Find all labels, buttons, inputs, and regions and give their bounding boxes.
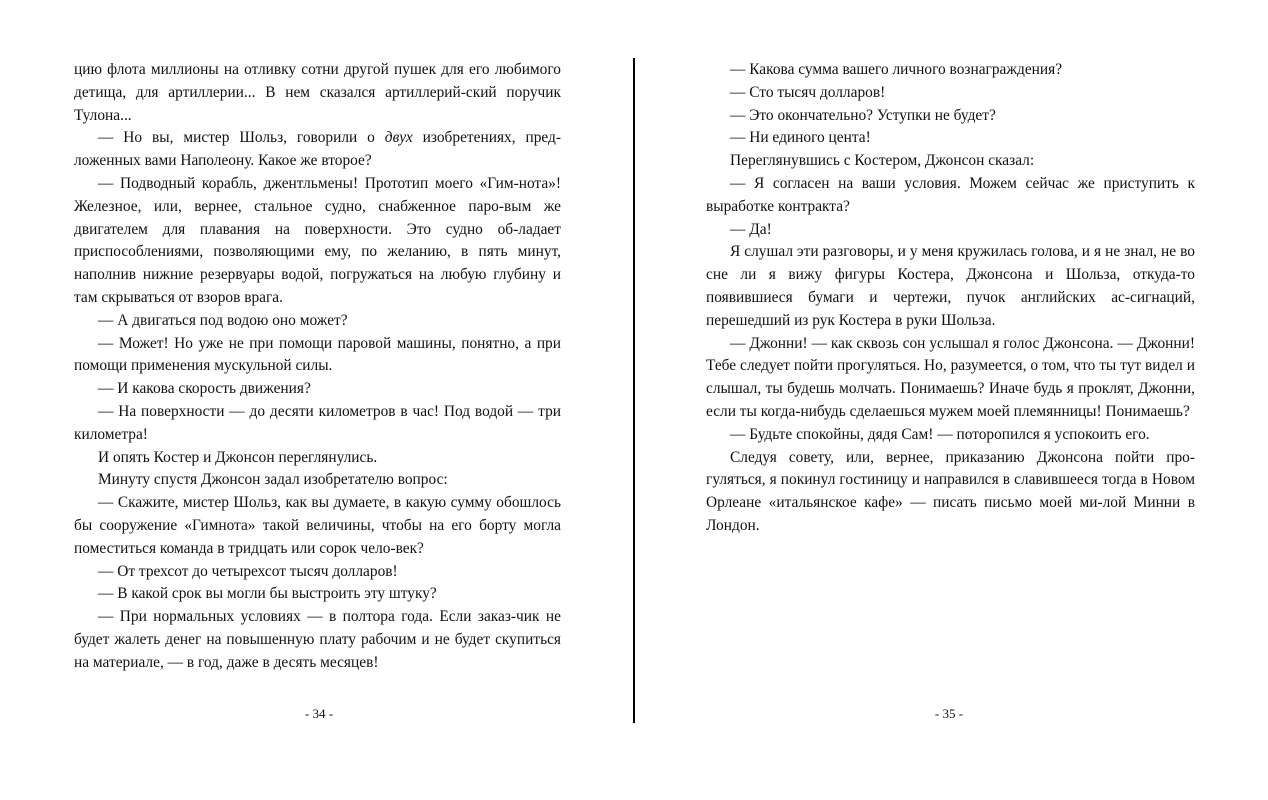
paragraph: — Подводный корабль, джентльмены! Прототип моего «Гим-нота»! Железное, или, вернее, стальное судно, снабженное паро-вым же двигателем для плавания на поверхности. Это судно об-ладает приспособлениями, позволяющими ему, по желанию, в пять минут, наполнив нижние резервуары водой, погружаться на любую глубину и там скрываться от взоров врага. <box>74 174 561 306</box>
paragraph: Следуя совету, или, вернее, приказанию Джонсона пойти про-гуляться, я покинул гостиницу и направился в славившееся тогда в Новом Орлеане «итальянское кафе» — писать письмо моей ми-лой Минни в Лондон. <box>706 448 1195 534</box>
paragraph-text: — Но вы, мистер Шольз, говорили о <box>98 129 385 147</box>
left-page <box>74 59 561 675</box>
emphasized-word: двух <box>384 129 413 147</box>
paragraph: Я слушал эти разговоры, и у меня кружилась голова, и я не знал, не во сне ли я вижу фигуры Костера, Джонсона и Шольза, откуда-то появившиеся бумаги и чертежи, пучок английских ас-сигнаций, перешедший из рук Костера в руки Шольза. <box>706 243 1195 329</box>
paragraph-text: изобретениях, пред-ложенных вами Наполеону. Какое же второе? <box>74 129 561 170</box>
paragraph: — На поверхности — до десяти километров в час! Под водой — три километра! <box>74 402 561 443</box>
paragraph: Минуту спустя Джонсон задал изобретателю вопрос: <box>98 471 448 489</box>
paragraph: — Скажите, мистер Шольз, как вы думаете, в какую сумму обошлось бы сооружение «Гимнота» такой величины, чтобы на его борту могла поместиться команда в тридцать или сорок чело-век? <box>74 494 561 557</box>
paragraph: — И какова скорость движения? <box>98 380 311 398</box>
paragraph: — Джонни! — как сквозь сон услышал я голос Джонсона. — Джонни! Тебе следует пойти прогуляться. Но, разумеется, о том, что ты тут видел и слышал, ты будешь молчать. Понимаешь? Иначе будь я проклят, Джонни, если ты когда-нибудь сделаешься мужем моей племянницы! Понимаешь? <box>706 334 1195 420</box>
paragraph: — Сто тысяч долларов! <box>730 83 886 101</box>
paragraph: — Будьте спокойны, дядя Сам! — поторопился я успокоить его. <box>730 425 1150 443</box>
right-page <box>706 59 1195 538</box>
page-number-right: - 35 - <box>934 706 964 721</box>
paragraph: — От трехсот до четырехсот тысяч долларов! <box>98 562 398 580</box>
page-gutter-divider <box>633 58 635 723</box>
paragraph: — Я согласен на ваши условия. Можем сейчас же приступить к выработке контракта? <box>706 174 1195 215</box>
paragraph: цию флота миллионы на отливку сотни другой пушек для его любимого детища, для артиллерии... В нем сказался артиллерий-ский поручик Тулона... <box>74 61 561 124</box>
paragraph: — Это окончательно? Уступки не будет? <box>730 106 996 124</box>
page-number-left: - 34 - <box>304 706 334 721</box>
paragraph: — Какова сумма вашего личного вознаграждения? <box>730 61 1063 78</box>
paragraph: — Ни единого цента! <box>730 129 871 147</box>
paragraph: — Может! Но уже не при помощи паровой машины, понятно, а при помощи применения мускульной силы. <box>74 334 561 375</box>
paragraph: — Да! <box>730 220 772 238</box>
paragraph: — При нормальных условиях — в полтора года. Если заказ-чик не будет жалеть денег на повышенную плату рабочим и не будет скупиться на материале, — в год, даже в десять месяцев! <box>74 608 561 671</box>
paragraph: И опять Костер и Джонсон переглянулись. <box>98 448 378 466</box>
paragraph: — В какой срок вы могли бы выстроить эту штуку? <box>98 585 437 603</box>
paragraph: — А двигаться под водою оно может? <box>98 311 348 329</box>
paragraph <box>74 127 561 173</box>
paragraph: Переглянувшись с Костером, Джонсон сказал: <box>730 152 1035 170</box>
